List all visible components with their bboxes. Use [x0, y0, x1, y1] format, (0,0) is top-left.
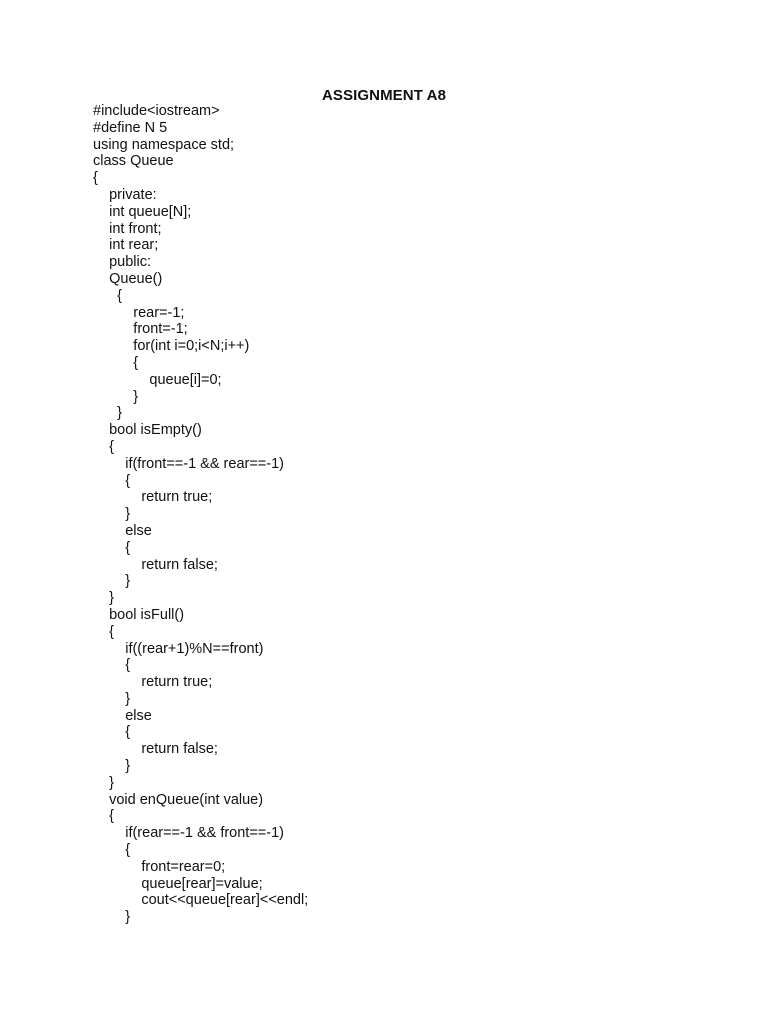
- code-line: for(int i=0;i<N;i++): [93, 338, 250, 355]
- code-line: public:: [93, 254, 152, 271]
- code-line: {: [93, 170, 98, 187]
- code-line: if(rear==-1 && front==-1): [93, 825, 284, 842]
- code-line: int queue[N];: [93, 203, 192, 220]
- code-line: {: [93, 287, 123, 304]
- code-line: cout<<queue[rear]<<endl;: [93, 892, 309, 909]
- code-line: {: [93, 808, 114, 825]
- code-line: {: [93, 623, 114, 640]
- page-title: ASSIGNMENT A8: [321, 87, 447, 104]
- code-line: return true;: [93, 489, 213, 506]
- code-line: queue[rear]=value;: [93, 875, 263, 892]
- code-line: }: [93, 774, 114, 791]
- code-line: else: [93, 707, 152, 724]
- code-line: int rear;: [93, 237, 159, 254]
- code-line: return false;: [93, 741, 218, 758]
- code-line: return false;: [93, 556, 218, 573]
- code-line: bool isFull(): [93, 606, 185, 623]
- code-line: }: [93, 590, 114, 607]
- code-line: {: [93, 354, 139, 371]
- code-line: bool isEmpty(): [93, 422, 202, 439]
- code-line: void enQueue(int value): [93, 791, 264, 808]
- code-line: private:: [93, 186, 157, 203]
- code-block: [93, 103, 308, 926]
- code-line: }: [93, 388, 139, 405]
- code-line: using namespace std;: [93, 136, 235, 153]
- code-line: #define N 5: [93, 119, 168, 136]
- code-line: }: [93, 506, 131, 523]
- code-line: queue[i]=0;: [93, 371, 222, 388]
- code-line: }: [93, 405, 123, 422]
- code-line: Queue(): [93, 270, 163, 287]
- code-line: rear=-1;: [93, 304, 185, 321]
- code-line: int front;: [93, 220, 162, 237]
- code-line: }: [93, 758, 131, 775]
- code-line: }: [93, 573, 131, 590]
- code-line: #include<iostream>: [93, 103, 220, 119]
- code-line: }: [93, 909, 131, 926]
- code-line: else: [93, 522, 152, 539]
- code-line: {: [93, 438, 114, 455]
- code-line: }: [93, 690, 131, 707]
- code-line: class Queue: [93, 153, 174, 170]
- code-line: return true;: [93, 674, 213, 691]
- code-line: {: [93, 842, 131, 859]
- code-line: front=-1;: [93, 321, 188, 338]
- code-line: {: [93, 539, 131, 556]
- code-line: if(front==-1 && rear==-1): [93, 455, 284, 472]
- code-line: {: [93, 724, 131, 741]
- code-line: {: [93, 472, 131, 489]
- code-line: if((rear+1)%N==front): [93, 640, 264, 657]
- code-line: {: [93, 657, 131, 674]
- code-line: front=rear=0;: [93, 858, 226, 875]
